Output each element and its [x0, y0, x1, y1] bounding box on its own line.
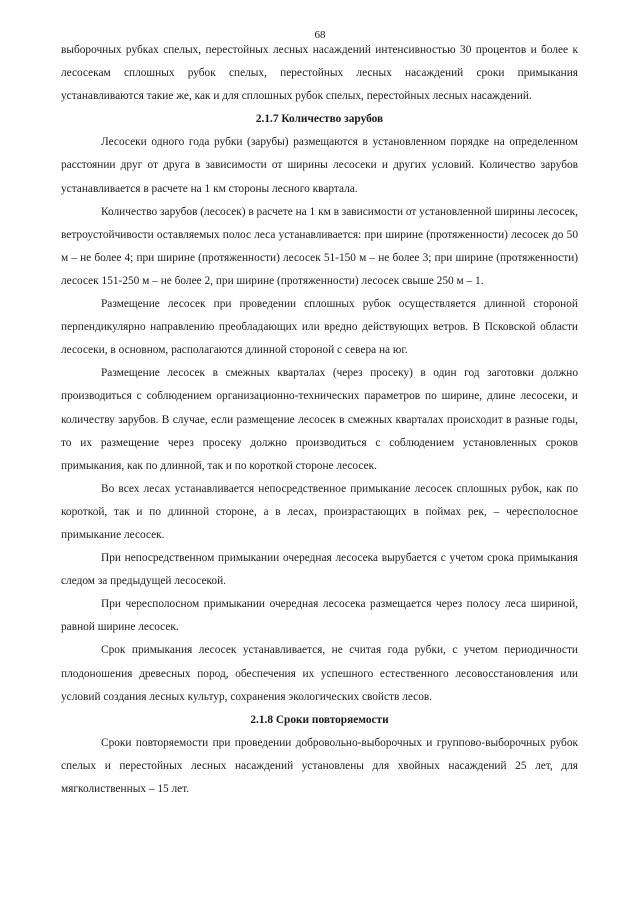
- paragraph-logging-sites-placement: Лесосеки одного года рубки (зарубы) размещаются в установленном порядке на определенном расстоянии друг от друга в зависимости от ширины лесосеки и других условий. Количество зарубов устанавливается в расчете на 1 км стороны лесного квартала.: [61, 136, 578, 195]
- page-content: [61, 39, 578, 801]
- paragraph-continuation: выборочных рубках спелых, перестойных лесных насаждений интенсивностью 30 процентов и более к лесосекам сплошных рубок спелых, перестойных лесных насаждений сроки примыкания устанавливаются такие же, как и для сплошных рубок спелых, перестойных лесных насаждений.: [61, 44, 578, 103]
- paragraph-adjacent-quarters: Размещение лесосек в смежных кварталах (через просеку) в один год заготовки должно производиться с соблюдением организационно-технических параметров по ширине, длине лесосеки, и количеству зарубов. В случае, если размещение лесосек в смежных кварталах происходит в разные годы, то их размещение через просеку должно производиться с соблюдением установленных сроков примыкания, как по длинной, так и по короткой стороне лесосек.: [61, 367, 578, 472]
- paragraph-direct-adjacency: Во всех лесах устанавливается непосредственное примыкание лесосек сплошных рубок, как по короткой, так и по длинной стороне, а в лесах, произрастающих в поймах рек, – чересполосное примыкание лесосек.: [61, 482, 578, 541]
- page-number: 68: [314, 29, 326, 41]
- paragraph-strip-adjacency-rule: При чересполосном примыкании очередная лесосека размещается через полосу леса шириной, равной ширине лесосек.: [61, 598, 578, 634]
- paragraph-direct-adjacency-rule: При непосредственном примыкании очередная лесосека вырубается с учетом срока примыкания следом за предыдущей лесосекой.: [61, 552, 578, 588]
- paragraph-adjacency-period: Срок примыкания лесосек устанавливается, не считая года рубки, с учетом периодичности плодоношения древесных пород, обеспечения их успешного естественного лесовосстановления или условий создания лесных культур, сохранения экологических свойств лесов.: [61, 644, 578, 703]
- paragraph-wind-orientation: Размещение лесосек при проведении сплошных рубок осуществляется длинной стороной перпендикулярно направлению преобладающих или вредно действующих ветров. В Псковской области лесосеки, в основном, располагаются длинной стороной с севера на юг.: [61, 298, 578, 357]
- paragraph-repeat-periods: Сроки повторяемости при проведении добровольно-выборочных и группово-выборочных рубок спелых и перестойных лесных насаждений установлены для хвойных насаждений 25 лет, для мягколиственных – 15 лет.: [61, 736, 578, 795]
- section-heading-2-1-8: 2.1.8 Сроки повторяемости: [250, 713, 389, 726]
- section-heading-2-1-7: 2.1.7 Количество зарубов: [255, 113, 384, 126]
- paragraph-number-of-cuts: Количество зарубов (лесосек) в расчете на 1 км в зависимости от установленной ширины лесосек, ветроустойчивости оставляемых полос леса устанавливается: при ширине (протяженности) лесосек до 50 м – не более 4; при ширине (протяженности) лесосек 51-150 м – не более 3; при ширине (протяженности) лесосек 151-250 м – не более 2, при ширине (протяженности) лесосек свыше 250 м – 1.: [61, 205, 578, 287]
